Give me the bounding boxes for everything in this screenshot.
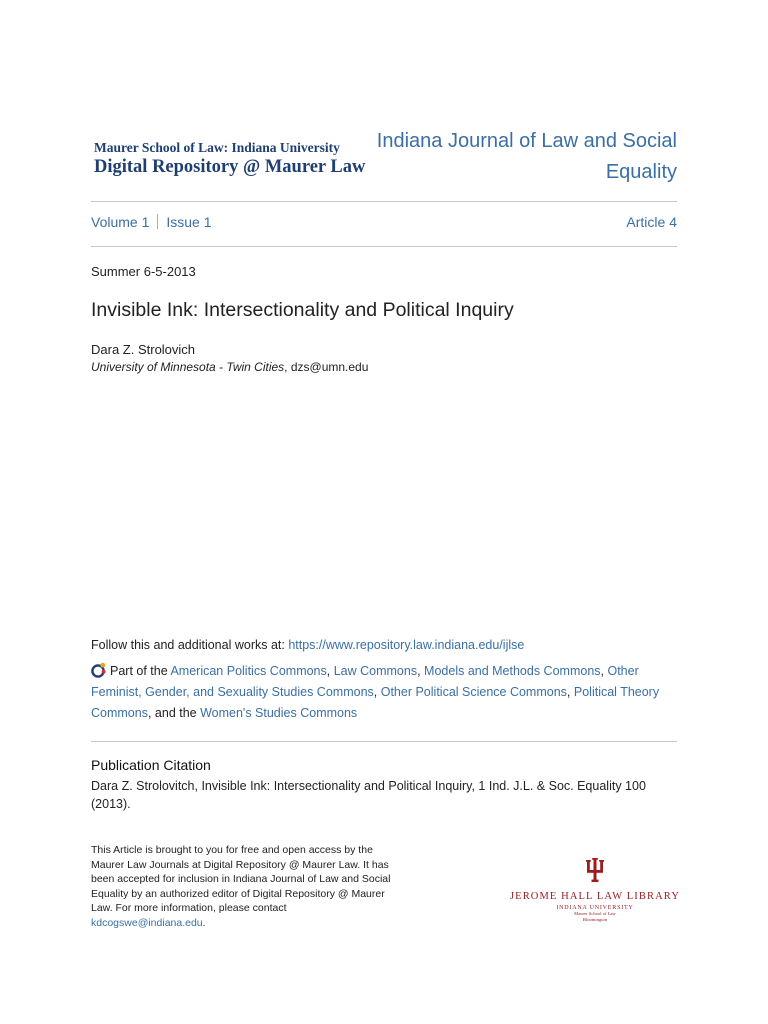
commons-link-other-political-science[interactable]: Other Political Science Commons xyxy=(380,685,567,699)
divider-volume xyxy=(91,246,677,247)
commons-link-womens-studies[interactable]: Women's Studies Commons xyxy=(200,706,358,720)
commons-link-american-politics[interactable]: American Politics Commons xyxy=(170,664,327,678)
list-separator: , xyxy=(373,685,381,699)
journal-title-line2: Equality xyxy=(605,161,677,183)
divider-vertical xyxy=(157,214,158,229)
volume-issue-row xyxy=(91,214,677,230)
access-text: This Article is brought to you for free and open access by the Maurer Law Journals at Digital Repository @ Maurer Law. It has been accepted for inclusion in Indiana Journal of Law and Social Equality by an authorized editor of Digital Repository @ Maurer Law. For more information, please contact xyxy=(91,844,391,915)
citation-heading: Publication Citation xyxy=(91,757,211,773)
follow-url-link[interactable]: https://www.repository.law.indiana.edu/ijlse xyxy=(288,638,525,652)
follow-line xyxy=(91,638,524,652)
library-city: Bloomington xyxy=(582,917,608,922)
bepress-commons-icon xyxy=(91,662,107,678)
library-logo xyxy=(503,858,687,923)
follow-label: Follow this and additional works at: xyxy=(91,638,289,652)
library-university: INDIANA UNIVERSITY xyxy=(556,905,634,911)
journal-title-line1: Indiana Journal of Law and Social xyxy=(376,130,677,152)
list-separator: , xyxy=(600,664,608,678)
article-link[interactable]: Article 4 xyxy=(626,214,677,230)
author-affiliation-line xyxy=(91,360,368,374)
list-separator: , xyxy=(326,664,334,678)
commons-link-other-feminist[interactable]: Other Feminist, Gender, and Sexuality Studies Commons xyxy=(91,664,639,699)
email-separator: , xyxy=(284,360,291,374)
list-separator: , xyxy=(417,664,425,678)
and-the: , and the xyxy=(147,706,201,720)
commons-link-law[interactable]: Law Commons xyxy=(333,664,418,678)
citation-text: Dara Z. Strolovitch, Invisible Ink: Intersectionality and Political Inquiry, 1 Ind. J.L. & Soc. Equality 100 (2013). xyxy=(91,779,646,811)
repository-logo-line1: Maurer School of Law: Indiana University xyxy=(94,140,340,155)
part-of-prefix: Part of the xyxy=(110,664,171,678)
access-statement xyxy=(91,843,391,931)
divider-citation xyxy=(91,741,677,742)
publication-date: Summer 6-5-2013 xyxy=(91,264,196,279)
repository-logo-line2: Digital Repository @ Maurer Law xyxy=(94,157,366,177)
list-separator: , xyxy=(566,685,574,699)
volume-link[interactable]: Volume 1 xyxy=(91,214,150,230)
commons-link-political-theory[interactable]: Political Theory Commons xyxy=(91,685,660,720)
divider-top xyxy=(91,201,677,202)
issue-link[interactable]: Issue 1 xyxy=(166,214,212,230)
paper-title: Invisible Ink: Intersectionality and Political Inquiry xyxy=(91,299,514,321)
library-name: JEROME HALL LAW LIBRARY xyxy=(510,891,680,902)
iu-trident-icon xyxy=(585,869,605,886)
access-end: . xyxy=(202,916,206,929)
author-affiliation: University of Minnesota - Twin Cities xyxy=(91,360,285,374)
author-name: Dara Z. Strolovich xyxy=(91,342,196,357)
author-email: dzs@umn.edu xyxy=(290,360,369,374)
library-school: Maurer School of Law xyxy=(574,911,616,916)
contact-email-link[interactable]: kdcogswe@indiana.edu xyxy=(91,916,203,929)
header xyxy=(91,126,677,186)
part-of-commons xyxy=(91,661,677,724)
commons-link-models-methods[interactable]: Models and Methods Commons xyxy=(424,664,601,678)
journal-title-link[interactable] xyxy=(357,126,677,188)
